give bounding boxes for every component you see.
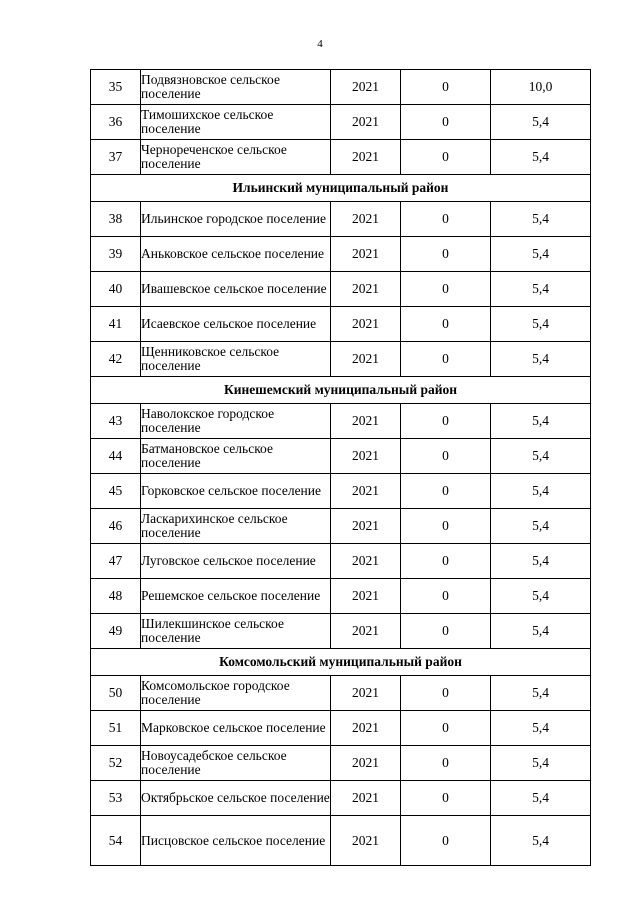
value-cell: 0 [401,404,491,439]
rate-cell: 5,4 [491,140,591,175]
rate-cell: 5,4 [491,342,591,377]
value-cell: 0 [401,579,491,614]
year-cell: 2021 [331,105,401,140]
settlement-name: Исаевское сельское поселение [141,307,331,342]
district-title: Комсомольский муниципальный район [91,649,591,676]
table-row [91,307,591,342]
row-number: 38 [91,202,141,237]
settlement-name: Батмановское сельское поселение [141,439,331,474]
rate-cell: 5,4 [491,404,591,439]
rate-cell: 5,4 [491,781,591,816]
value-cell: 0 [401,140,491,175]
year-cell: 2021 [331,202,401,237]
settlement-name: Щенниковское сельское поселение [141,342,331,377]
value-cell: 0 [401,202,491,237]
settlement-name: Ивашевское сельское поселение [141,272,331,307]
settlement-name: Октябрьское сельское поселение [141,781,331,816]
row-number: 54 [91,816,141,866]
settlement-name: Новоусадебское сельское поселение [141,746,331,781]
row-number: 41 [91,307,141,342]
row-number: 50 [91,676,141,711]
rate-cell: 5,4 [491,816,591,866]
table-row [91,237,591,272]
settlement-name: Тимошихское сельское поселение [141,105,331,140]
year-cell: 2021 [331,474,401,509]
table-row [91,105,591,140]
table-row [91,816,591,866]
value-cell: 0 [401,781,491,816]
settlement-name: Чернореченское сельское поселение [141,140,331,175]
row-number: 52 [91,746,141,781]
row-number: 48 [91,579,141,614]
year-cell: 2021 [331,237,401,272]
value-cell: 0 [401,509,491,544]
value-cell: 0 [401,676,491,711]
settlement-name: Решемское сельское поселение [141,579,331,614]
district-title: Ильинский муниципальный район [91,175,591,202]
row-number: 39 [91,237,141,272]
settlement-name: Марковское сельское поселение [141,711,331,746]
year-cell: 2021 [331,816,401,866]
rate-cell: 5,4 [491,676,591,711]
settlement-name: Аньковское сельское поселение [141,237,331,272]
year-cell: 2021 [331,439,401,474]
year-cell: 2021 [331,307,401,342]
rate-cell: 5,4 [491,105,591,140]
table-row [91,70,591,105]
district-title: Кинешемский муниципальный район [91,377,591,404]
table-row [91,746,591,781]
rate-cell: 5,4 [491,307,591,342]
settlement-name: Подвязновское сельское поселение [141,70,331,105]
rate-cell: 5,4 [491,746,591,781]
row-number: 36 [91,105,141,140]
rate-cell: 5,4 [491,579,591,614]
value-cell: 0 [401,614,491,649]
settlement-name: Луговское сельское поселение [141,544,331,579]
rate-cell: 5,4 [491,237,591,272]
settlement-name: Ильинское городское поселение [141,202,331,237]
settlement-name: Писцовское сельское поселение [141,816,331,866]
settlement-name: Комсомольское городское поселение [141,676,331,711]
row-number: 46 [91,509,141,544]
table-row [91,781,591,816]
row-number: 49 [91,614,141,649]
row-number: 35 [91,70,141,105]
settlements-table [90,69,591,866]
table-row [91,474,591,509]
year-cell: 2021 [331,404,401,439]
table-row [91,614,591,649]
table-row [91,140,591,175]
row-number: 44 [91,439,141,474]
row-number: 47 [91,544,141,579]
value-cell: 0 [401,474,491,509]
value-cell: 0 [401,746,491,781]
table-row [91,202,591,237]
table-row [91,342,591,377]
value-cell: 0 [401,711,491,746]
year-cell: 2021 [331,70,401,105]
value-cell: 0 [401,237,491,272]
rate-cell: 5,4 [491,509,591,544]
year-cell: 2021 [331,676,401,711]
table-row [91,509,591,544]
rate-cell: 5,4 [491,202,591,237]
rate-cell: 5,4 [491,544,591,579]
table-row [91,711,591,746]
value-cell: 0 [401,439,491,474]
settlement-name: Шилекшинское сельское поселение [141,614,331,649]
year-cell: 2021 [331,781,401,816]
year-cell: 2021 [331,711,401,746]
row-number: 45 [91,474,141,509]
year-cell: 2021 [331,579,401,614]
section-header-row [91,377,591,404]
row-number: 42 [91,342,141,377]
settlement-name: Горковское сельское поселение [141,474,331,509]
value-cell: 0 [401,272,491,307]
value-cell: 0 [401,307,491,342]
row-number: 40 [91,272,141,307]
year-cell: 2021 [331,509,401,544]
value-cell: 0 [401,342,491,377]
year-cell: 2021 [331,746,401,781]
table-row [91,272,591,307]
year-cell: 2021 [331,544,401,579]
table-row [91,404,591,439]
table-row [91,676,591,711]
rate-cell: 5,4 [491,711,591,746]
row-number: 37 [91,140,141,175]
rate-cell: 5,4 [491,614,591,649]
row-number: 43 [91,404,141,439]
table-row [91,544,591,579]
value-cell: 0 [401,70,491,105]
rate-cell: 5,4 [491,474,591,509]
section-header-row [91,649,591,676]
page-number: 4 [317,38,323,50]
year-cell: 2021 [331,614,401,649]
year-cell: 2021 [331,342,401,377]
table-row [91,439,591,474]
rate-cell: 5,4 [491,439,591,474]
table-row [91,579,591,614]
value-cell: 0 [401,816,491,866]
value-cell: 0 [401,105,491,140]
year-cell: 2021 [331,272,401,307]
table-body [91,70,591,866]
settlement-name: Наволокское городское поселение [141,404,331,439]
value-cell: 0 [401,544,491,579]
row-number: 51 [91,711,141,746]
settlement-name: Ласкарихинское сельское поселение [141,509,331,544]
row-number: 53 [91,781,141,816]
year-cell: 2021 [331,140,401,175]
rate-cell: 10,0 [491,70,591,105]
rate-cell: 5,4 [491,272,591,307]
section-header-row [91,175,591,202]
